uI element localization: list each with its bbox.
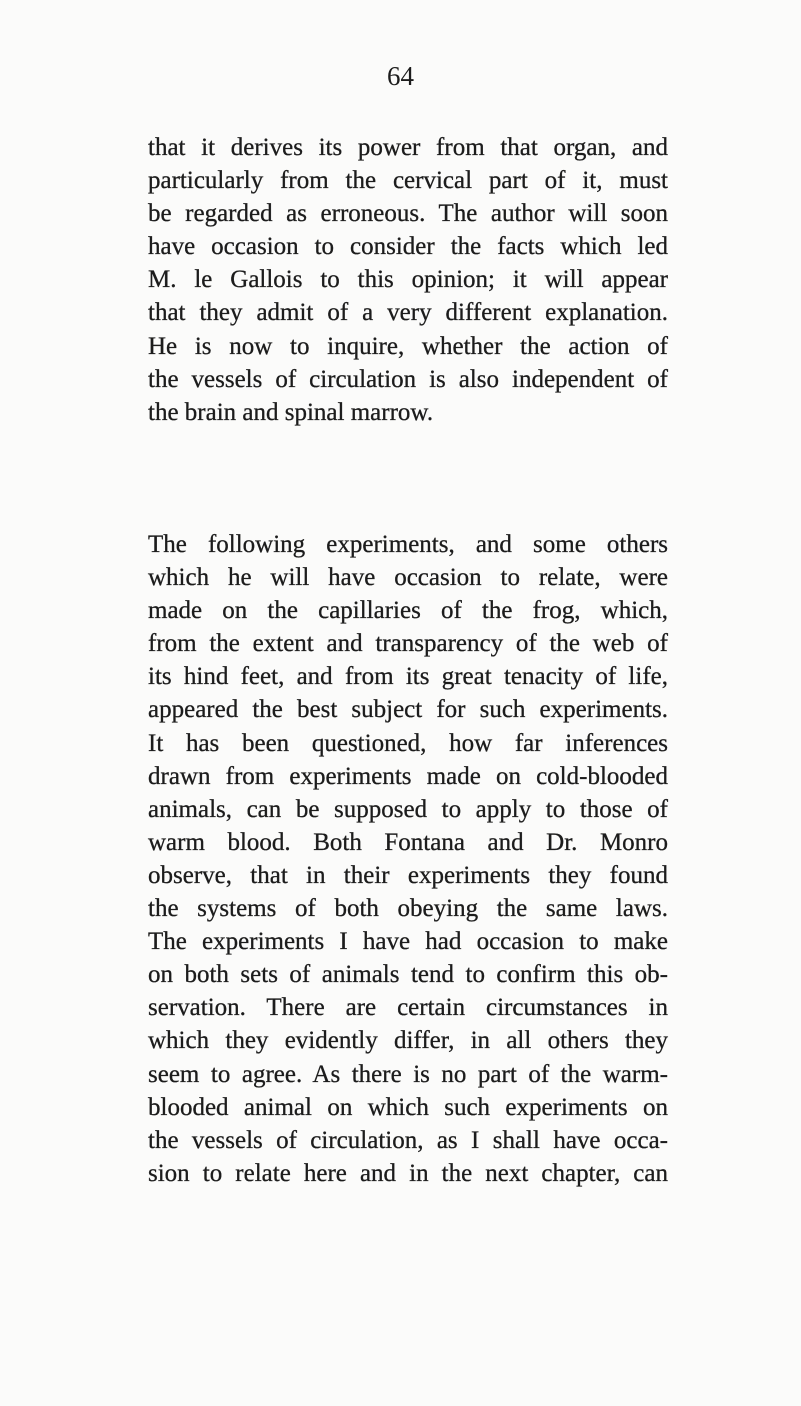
text-line: animals, can be supposed to apply to those of (148, 795, 668, 823)
text-line: which he will have occasion to relate, were (148, 564, 668, 592)
text-line: warm blood. Both Fontana and Dr. Monro (148, 828, 668, 856)
text-line: sion to relate here and in the next chapter, can (148, 1159, 668, 1187)
text-line: particularly from the cervical part of it, must (148, 167, 668, 195)
text-line: appeared the best subject for such experiments. (148, 696, 668, 724)
text-line: the systems of both obeying the same laws. (148, 895, 668, 923)
text-line: It has been questioned, how far inferences (148, 729, 668, 757)
text-line: on both sets of animals tend to confirm this ob- (148, 961, 668, 989)
text-line: blooded animal on which such experiments on (148, 1093, 668, 1121)
text-line: have occasion to consider the facts which led (148, 233, 668, 261)
text-line: made on the capillaries of the frog, which, (148, 597, 668, 625)
text-line: M. le Gallois to this opinion; it will appear (148, 266, 668, 294)
text-line: the vessels of circulation is also independent of (148, 365, 668, 393)
text-line: the vessels of circulation, as I shall have occa- (148, 1126, 668, 1154)
text-line: The experiments I have had occasion to make (148, 928, 668, 956)
text-line: observe, that in their experiments they found (148, 861, 668, 889)
text-line: servation. There are certain circumstances in (148, 994, 668, 1022)
text-line: be regarded as erroneous. The author will soon (148, 200, 668, 228)
text-line: that they admit of a very different explanation. (148, 299, 668, 327)
page-number: 64 (387, 61, 414, 91)
text-line: drawn from experiments made on cold-blooded (148, 762, 668, 790)
text-line: He is now to inquire, whether the action of (148, 332, 668, 360)
text-line: which they evidently differ, in all others they (148, 1027, 668, 1055)
text-line: The following experiments, and some others (148, 531, 668, 558)
text-line: from the extent and transparency of the web of (148, 630, 668, 658)
text-line: the brain and spinal marrow. (148, 398, 434, 426)
text-line: its hind feet, and from its great tenacity of life, (148, 663, 668, 691)
text-line: that it derives its power from that organ, and (148, 134, 668, 161)
paragraph-1 (148, 131, 668, 429)
paragraph-2 (148, 528, 668, 1190)
text-line: seem to agree. As there is no part of the warm- (148, 1060, 668, 1088)
